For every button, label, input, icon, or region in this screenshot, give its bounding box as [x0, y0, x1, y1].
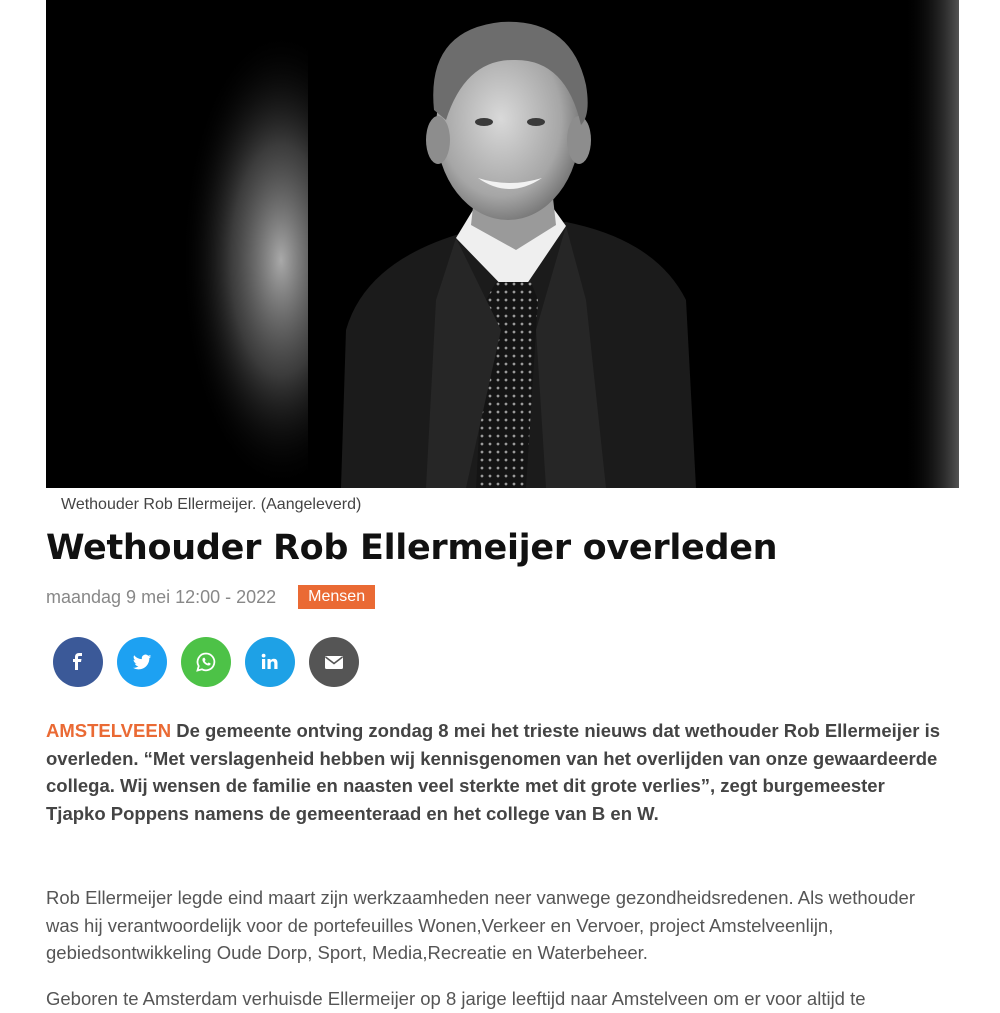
email-icon: [323, 651, 345, 673]
article-paragraph: Rob Ellermeijer legde eind maart zijn werkzaamheden neer vanwege gezondheidsredenen. Als wethouder was hij verantwoordelijk voor de portefeuilles Wonen,Verkeer en Vervoer, project Amstelveenlijn, gebiedsontwikkeling Oude Dorp, Sport, Media,Recreatie en Waterbeheer.: [46, 887, 915, 963]
share-bar: [53, 637, 373, 687]
publish-date: maandag 9 mei 12:00 - 2022: [46, 586, 277, 607]
share-email-button[interactable]: [309, 637, 359, 687]
article-photo: [46, 0, 959, 488]
article-meta: [46, 584, 375, 610]
category-tag[interactable]: Mensen: [298, 585, 375, 609]
photo-caption: Wethouder Rob Ellermeijer. (Aangeleverd): [61, 496, 362, 513]
portrait-image: [46, 0, 959, 488]
whatsapp-icon: [194, 650, 218, 674]
share-twitter-button[interactable]: [117, 637, 167, 687]
article-lead: [46, 717, 946, 827]
facebook-icon: [67, 651, 89, 673]
article-paragraph: Geboren te Amsterdam verhuisde Ellermeijer op 8 jarige leeftijd naar Amstelveen om er voor altijd te: [46, 988, 866, 1009]
linkedin-icon: [259, 651, 281, 673]
share-whatsapp-button[interactable]: [181, 637, 231, 687]
share-linkedin-button[interactable]: [245, 637, 295, 687]
share-facebook-button[interactable]: [53, 637, 103, 687]
article-title: Wethouder Rob Ellermeijer overleden: [46, 528, 778, 568]
lead-text: De gemeente ontving zondag 8 mei het trieste nieuws dat wethouder Rob Ellermeijer is overleden. “Met verslagenheid hebben wij kennisgenomen van het overlijden van onze gewaardeerde collega. Wij wensen de familie en naasten veel sterkte met dit grote verlies”, zegt burgemeester Tjapko Poppens namens de gemeenteraad en het college van B en W.: [46, 720, 941, 824]
twitter-icon: [131, 651, 153, 673]
article-location: AMSTELVEEN: [46, 720, 172, 741]
